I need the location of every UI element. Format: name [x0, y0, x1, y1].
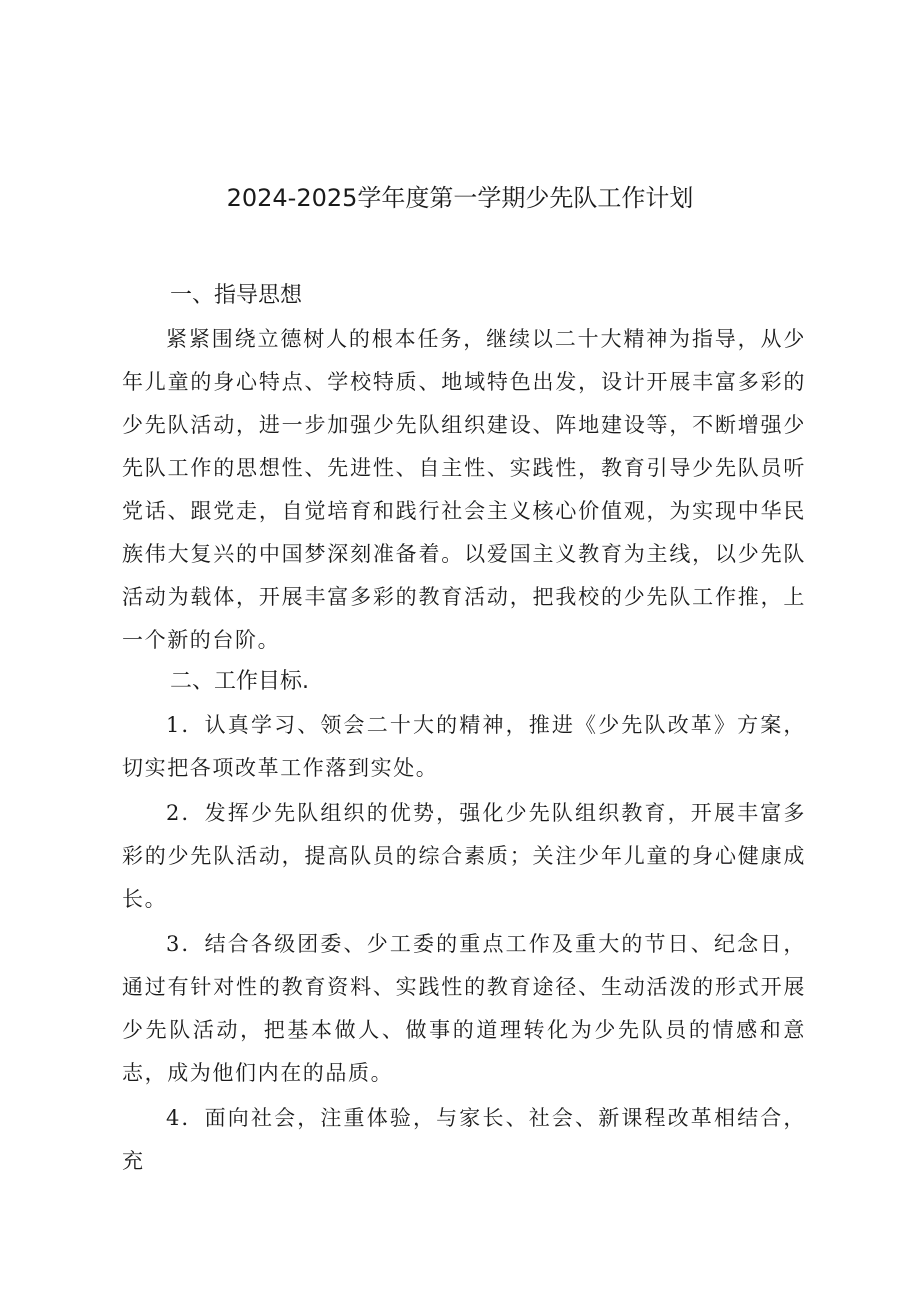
paragraph: 4．面向社会，注重体验，与家长、社会、新课程改革相结合，充 [122, 1106, 806, 1173]
paragraph: 1．认真学习、领会二十大的精神，推进《少先队改革》方案，切实把各项改革工作落到实处。 [122, 713, 806, 780]
paragraph: 3．结合各级团委、少工委的重点工作及重大的节日、纪念日，通过有针对性的教育资料、实践性的教育途径、生动活泼的形式开展少先队活动，把基本做人、做事的道理转化为少先队员的情感和意志，成为他们内在的品质。 [122, 932, 806, 1085]
paragraph: 2．发挥少先队组织的优势，强化少先队组织教育，开展丰富多彩的少先队活动，提高队员的综合素质；关注少年儿童的身心健康成长。 [122, 801, 806, 911]
document-title: 2024-2025学年度第一学期少先队工作计划 [226, 184, 694, 212]
document-body [122, 276, 806, 1183]
paragraph: 紧紧围绕立德树人的根本任务，继续以二十大精神为指导，从少年儿童的身心特点、学校特质、地域特色出发，设计开展丰富多彩的少先队活动，进一步加强少先队组织建设、阵地建设等，不断增强少先队工作的思想性、先进性、自主性、实践性，教育引导少先队员听党话、跟党走，自觉培育和践行社会主义核心价值观，为实现中华民族伟大复兴的中国梦深刻准备着。以爱国主义教育为主线，以少先队活动为载体，开展丰富多彩的教育活动，把我校的少先队工作推，上一个新的台阶。 [122, 327, 806, 652]
section-guiding-ideology [122, 276, 806, 662]
section-work-goals [122, 662, 806, 1183]
section-heading: 一、指导思想 [170, 283, 303, 308]
section-heading: 二、工作目标. [170, 669, 309, 694]
